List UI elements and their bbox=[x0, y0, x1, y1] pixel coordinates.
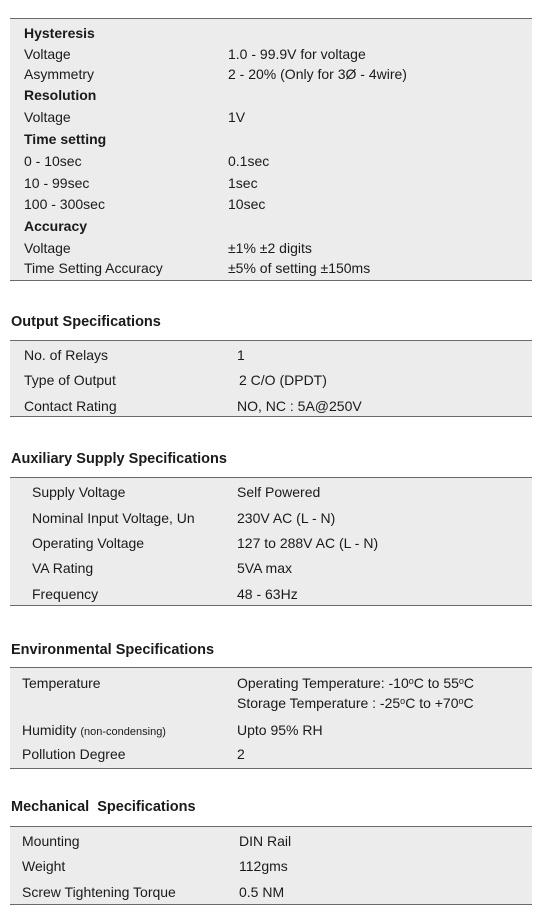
operating-temperature: Operating Temperature: -10$^o$C to 55$^o$C bbox=[237, 675, 475, 691]
auxiliary-specs-table: Supply Voltage Self Powered Nominal Input Voltage, Un 230V AC (L - N) Operating Voltage 127 to 288V AC (L - N) VA Rating 5VA max Frequency 48 - 63Hz bbox=[10, 477, 532, 606]
mechanical-specs-title: Mechanical Specifications bbox=[11, 799, 196, 815]
auxiliary-specs-title: Auxiliary Supply Specifications bbox=[11, 451, 227, 467]
general-specs-table: Hysteresis Voltage 1.0 - 99.9V for voltage Asymmetry 2 - 20% (Only for 3Ø - 4wire) Resolution Voltage 1V Time setting 0 - 10sec 0.1sec 10 - 99sec 1sec 100 - 300sec 10sec Accuracy Voltage ±1% ±2 digits Time Setting Accuracy ±5% of setting ±150ms bbox=[10, 18, 532, 281]
output-specs-table: No. of Relays 1 Type of Output 2 C/O (DPDT) Contact Rating NO, NC : 5A@250V bbox=[10, 340, 532, 417]
output-specs-title: Output Specifications bbox=[11, 314, 161, 330]
mechanical-specs-table: Mounting DIN Rail Weight 112gms Screw Tightening Torque 0.5 NM bbox=[10, 826, 532, 905]
environmental-specs-table: Temperature Operating Temperature: -10$^o$C to 55$^o$C Storage Temperature : -25$^o$C to $+70^oC$ Humidity (non-condensing) Upto 95% RH Pollution Degree 2 bbox=[10, 667, 532, 769]
storage-temperature: Storage Temperature : -25$^o$C to $+70^oC$ bbox=[237, 695, 474, 711]
environmental-specs-title: Environmental Specifications bbox=[11, 642, 215, 658]
